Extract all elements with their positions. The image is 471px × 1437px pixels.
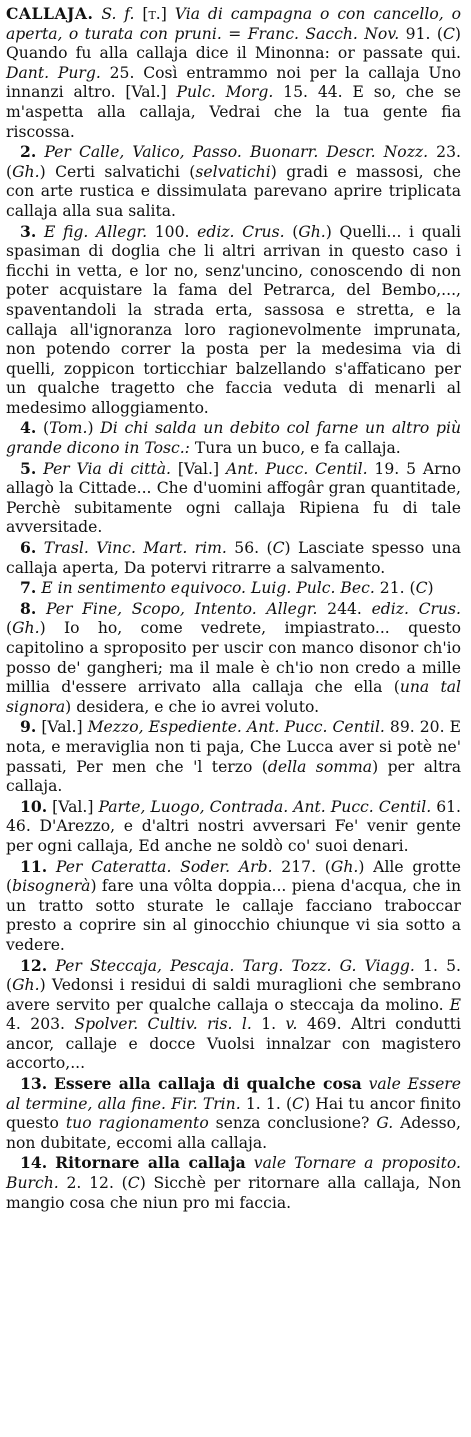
text-run: 1. 1. (	[240, 1094, 293, 1113]
text-run: 469. Altri condutti ancor, callaje e docce Vuolsi innalzar con magistero accorto,...	[6, 1015, 461, 1073]
text-run: ) Sicchè per ritornare alla callaja, Non mangio cosa che niun pro mi faccia.	[6, 1174, 461, 1212]
text-run: 12.	[20, 955, 48, 975]
text-run	[362, 1075, 369, 1093]
text-run: Per Cateratta. Soder. Arb.	[55, 857, 273, 876]
text-run: .]	[155, 5, 175, 23]
text-run: [Val.]	[47, 797, 99, 816]
text-run: 11.	[20, 856, 48, 876]
text-run: 4. 203.	[6, 1015, 75, 1034]
text-run: Tura un buco, e fa callaja.	[189, 439, 401, 458]
text-run	[47, 858, 56, 876]
sense-13	[6, 1074, 461, 1153]
text-run: 23. (	[6, 143, 461, 181]
sense-6	[6, 538, 461, 578]
text-run: 56. (	[226, 539, 273, 558]
text-run: 100.	[147, 222, 198, 241]
text-run: 2. 12. (	[58, 1174, 128, 1193]
text-run: C	[127, 1174, 140, 1193]
text-run: Essere alla callaja di qualche cosa	[53, 1074, 362, 1094]
text-run: Gh.	[12, 619, 40, 638]
text-run	[47, 1154, 55, 1172]
text-run: ) Hai tu ancor finito questo	[6, 1094, 461, 1133]
entry-intro	[6, 4, 461, 142]
text-run: Di chi salda un debito col farne un altro più grande dicono in Tosc.:	[6, 419, 462, 458]
text-run: Trasl. Vinc. Mart. rim.	[43, 539, 227, 558]
text-run: Per Fine, Scopo, Intento. Allegr.	[45, 599, 318, 618]
text-run: C	[272, 539, 285, 558]
text-run: Parte, Luogo, Contrada. Ant. Pucc. Centil.	[98, 797, 432, 816]
text-run: E	[449, 995, 461, 1014]
sense-9	[6, 717, 461, 796]
text-run: =	[221, 24, 248, 43]
text-run: Gh.	[330, 857, 359, 876]
sense-12	[6, 956, 461, 1075]
text-run: ) Alle grotte (	[6, 857, 461, 896]
text-run: Gh.	[12, 162, 40, 181]
text-run: E fig. Allegr.	[43, 222, 148, 241]
text-run: C	[415, 579, 428, 598]
sense-2	[6, 142, 461, 221]
text-run: 25. Così entrammo noi per la callaja Uno innanzi altro. [Val.]	[6, 63, 462, 102]
text-run: 1.	[251, 1015, 286, 1034]
sense-4	[6, 418, 461, 458]
text-run: 7.	[20, 578, 37, 598]
text-run: ) per altra callaja.	[6, 757, 462, 796]
text-run: v.	[285, 1015, 298, 1034]
text-run: ) gradi e massosi, che con arte rustica e dissimulata parevano aprire triplicata callaja alla sua salita.	[6, 162, 461, 220]
text-run: Per Via di città.	[43, 459, 171, 478]
sense-8	[6, 599, 461, 718]
text-run: 5.	[20, 458, 37, 478]
text-run: E in sentimento equivoco. Luig. Pulc. Bec.	[41, 579, 375, 598]
text-run: Mezzo, Espediente. Ant. Pucc. Centil.	[87, 718, 385, 737]
text-run: 6.	[20, 538, 37, 558]
text-run: 244.	[317, 599, 372, 618]
text-run	[36, 600, 46, 618]
text-run: [	[134, 5, 149, 23]
text-run: Adesso, non dubitate, eccomi alla callaja.	[6, 1114, 461, 1152]
text-run: (	[6, 619, 13, 638]
text-run	[36, 539, 43, 557]
sense-14	[6, 1153, 461, 1213]
sense-5	[6, 459, 461, 538]
text-run: (	[284, 222, 299, 241]
text-run: 1. 5. (	[6, 956, 461, 995]
headword: CALLAJA.	[6, 4, 94, 23]
text-run: vale Essere al termine, alla fine. Fir. Trin.	[6, 1075, 461, 1113]
text-run: C	[292, 1094, 304, 1113]
text-run: ) Lasciate spesso una callaja aperta, Da potervi ritrarre a salvamento.	[6, 539, 461, 577]
text-run: selvatichi	[195, 162, 271, 181]
text-run: tuo ragionamento	[65, 1114, 209, 1133]
sense-7	[6, 578, 461, 599]
text-run: )	[427, 579, 434, 598]
intro-text	[6, 5, 461, 141]
text-run: Pulc. Morg.	[176, 83, 274, 102]
text-run: (	[36, 419, 50, 438]
text-run: ediz. Crus.	[197, 222, 285, 241]
text-run: Dant. Purg.	[6, 63, 101, 82]
text-run: ) Quelli... i quali spasiman di doglia che li altri arrivan in questo caso i ficchi in vetta, e lor no, senz'uncino, conoscendo di non poter acquistare la fama del Petrarca, del Bembo,..., spaventandoli la strada erta, sassosa e stretta, e la callaja all'ignoranza loro ragionevolmente imprunata, non potendo correr la posta per la medesima via di quelli, zoppicon torticchiar balzellando s'affaticano per un qualche tragetto che faccia veduta di menarli al medesimo alloggiamento.	[6, 222, 461, 417]
text-run: [Val.]	[170, 459, 226, 478]
text-run: vale Tornare a proposito. Burch.	[6, 1154, 461, 1193]
text-run: 10.	[20, 796, 48, 816]
text-run: Per Steccaja, Pescaja. Targ. Tozz. G. Viagg.	[55, 956, 415, 975]
text-run: Spolver. Cultiv. ris. l.	[74, 1015, 252, 1034]
sense-11	[6, 857, 461, 956]
text-run: Ritornare alla callaja	[55, 1153, 246, 1173]
text-run: [Val.]	[36, 718, 88, 737]
text-run: 19. 5 Arno allagò la Cittade... Che d'uomini affogâr gran quantitade, Perchè subitamente ogni callaja Ripiena fu di tale avversitade.	[6, 459, 461, 537]
text-run: Gh.	[298, 222, 326, 241]
text-run: t	[148, 5, 156, 23]
text-run: C	[442, 24, 455, 43]
text-run: 21. (	[374, 579, 416, 598]
text-run: G.	[376, 1114, 394, 1133]
text-run: ) Io ho, come vedrete, impiastrato... questo capitolino a sproposito per uscir con manco disonor ch'io posso de' gangheri; ma il male è ch'io non credo a mille millia d'essere arrivato alla callaja che ella (	[6, 619, 461, 697]
text-run: Tom.	[49, 419, 88, 438]
text-run: 91. (	[399, 24, 443, 43]
text-run: della somma	[267, 757, 373, 776]
text-run: 14.	[20, 1153, 48, 1173]
text-run: )	[87, 419, 101, 438]
text-run: bisognerà	[12, 877, 91, 896]
text-run	[246, 1154, 254, 1172]
text-run	[36, 223, 44, 241]
text-run: una tal signora	[6, 678, 462, 716]
text-run: 13.	[20, 1074, 48, 1094]
text-run: Franc. Sacch. Nov.	[247, 24, 400, 43]
text-run: 89. 20. E nota, e meraviglia non ti paja, Che Lucca aver si potè ne' passati, Per men che 'l terzo (	[6, 718, 461, 776]
text-run: 61. 46. D'Arezzo, e d'altri nostri avversari Fe' venir gente per ogni callaja, Ed anche ne soldò co' suoi denari.	[6, 797, 461, 855]
text-run: Via di campagna o con cancello, o aperta, o turata con pruni.	[6, 5, 461, 43]
sense-10	[6, 797, 461, 857]
sense-3	[6, 222, 461, 419]
text-run: 217. (	[272, 857, 331, 876]
text-run: Ant. Pucc. Centil.	[225, 459, 368, 478]
text-run: 8.	[20, 598, 37, 618]
text-run: Gh.	[12, 976, 40, 995]
text-run: ) fare una vôlta doppia... piena d'acqua, che in un tratto sotto sturate le callaje facciano traboccar presto a coprire sin al ginocchio chiunque vi sia sotto a vedere.	[6, 877, 461, 954]
text-run: Per Calle, Valico, Passo. Buonarr. Descr. Nozz.	[44, 143, 429, 162]
text-run: ) desidera, e che io avrei voluto.	[65, 697, 320, 716]
text-run: senza conclusione?	[208, 1114, 377, 1133]
text-run: ediz. Crus.	[371, 599, 461, 618]
text-run: ) Vedonsi i residui di saldi muraglioni che sembrano avere servito per qualche callaja o steccaja da molino.	[6, 976, 461, 1014]
text-run: 2.	[20, 142, 37, 162]
text-run: 3.	[20, 221, 37, 241]
text-run: S. f.	[101, 5, 135, 23]
text-run: ) Quando fu alla callaja dice il Minonna: or passate qui.	[6, 24, 461, 63]
text-run: ) Certi salvatichi (	[39, 162, 196, 181]
text-run: 4.	[20, 418, 37, 438]
text-run	[47, 1075, 54, 1093]
text-run: 15. 44. E so, che se m'aspetta alla callaja, Vedrai che la tua gente fia riscossa.	[6, 83, 462, 141]
text-run: 9.	[20, 717, 37, 737]
